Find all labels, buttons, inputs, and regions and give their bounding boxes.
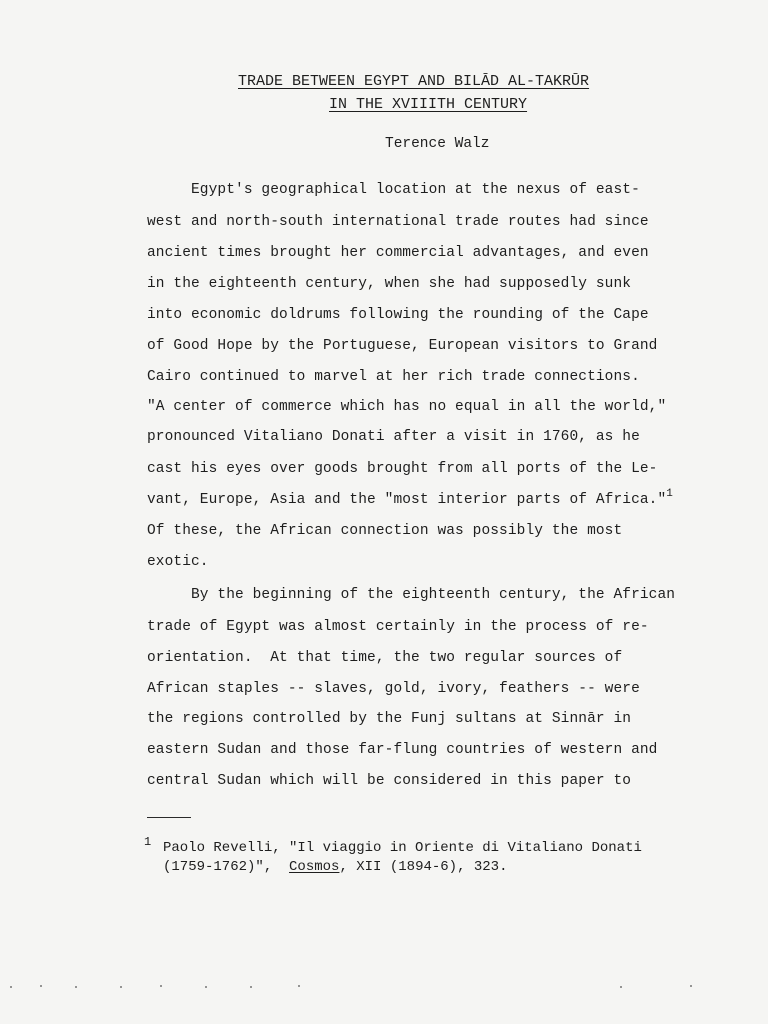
body-line xyxy=(147,182,640,198)
body-text: cast his eyes over goods brought from all ports of the Le- xyxy=(147,461,658,477)
footnote-text: , XII (1894-6), 323. xyxy=(339,859,508,875)
body-line xyxy=(147,773,631,789)
footnote-line-1: Paolo Revelli, "Il viaggio in Oriente di Vitaliano Donati xyxy=(163,840,642,856)
speck xyxy=(298,985,300,987)
body-line xyxy=(147,245,649,261)
speck xyxy=(40,985,42,987)
body-text: orientation. At that time, the two regular sources of xyxy=(147,650,623,666)
body-line xyxy=(147,461,657,477)
body-line xyxy=(147,681,640,697)
body-line xyxy=(147,338,657,354)
body-text: pronounced Vitaliano Donati after a visit in 1760, as he xyxy=(147,429,640,445)
body-line xyxy=(147,369,640,385)
footnote-line-2 xyxy=(163,859,507,875)
body-line xyxy=(147,523,622,539)
body-text: ancient times brought her commercial advantages, and even xyxy=(147,245,649,261)
body-line xyxy=(147,429,640,445)
body-line xyxy=(147,488,673,508)
footnote-separator xyxy=(147,817,191,818)
body-text: eastern Sudan and those far-flung countries of western and xyxy=(147,742,658,758)
body-text: vant, Europe, Asia and the "most interior parts of Africa." xyxy=(147,492,667,508)
body-text: By the beginning of the eighteenth century, the African xyxy=(147,587,676,603)
body-text: Egypt's geographical location at the nexus of east- xyxy=(147,182,640,198)
body-text: exotic. xyxy=(147,554,209,570)
speck xyxy=(620,986,622,988)
body-line xyxy=(147,307,649,323)
scan-artifact-dots xyxy=(0,980,768,992)
body-text: of Good Hope by the Portuguese, European visitors to Grand xyxy=(147,338,658,354)
speck xyxy=(250,986,252,988)
speck xyxy=(75,986,77,988)
body-line xyxy=(147,276,631,292)
speck xyxy=(160,985,162,987)
body-line xyxy=(147,214,649,230)
body-text: into economic doldrums following the rounding of the Cape xyxy=(147,307,649,323)
body-line xyxy=(147,742,657,758)
body-line xyxy=(147,587,675,603)
title-line-2: IN THE XVIIITH CENTURY xyxy=(329,96,528,113)
body-text: Cairo continued to marvel at her rich trade connections. xyxy=(147,369,640,385)
speck xyxy=(10,986,12,988)
body-line xyxy=(147,554,209,570)
body-text: west and north-south international trade routes had since xyxy=(147,214,649,230)
footnote-reference: 1 xyxy=(666,488,673,500)
speck xyxy=(690,985,692,987)
body-line xyxy=(147,399,666,415)
body-text: central Sudan which will be considered in this paper to xyxy=(147,773,632,789)
speck xyxy=(205,986,207,988)
body-line xyxy=(147,711,631,727)
footnote-text: (1759-1762)", xyxy=(163,859,290,875)
footnote-marker: 1 xyxy=(144,835,152,849)
title-line-1: TRADE BETWEEN EGYPT AND BILĀD AL-TAKRŪR xyxy=(238,73,590,90)
body-line xyxy=(147,619,649,635)
footnote-journal-title: Cosmos xyxy=(289,859,340,875)
body-text: Of these, the African connection was possibly the most xyxy=(147,523,623,539)
author-name: Terence Walz xyxy=(385,136,490,152)
body-text: the regions controlled by the Funj sultans at Sinnār in xyxy=(147,711,632,727)
speck xyxy=(120,986,122,988)
body-text: in the eighteenth century, when she had supposedly sunk xyxy=(147,276,632,292)
body-line xyxy=(147,650,622,666)
body-text: African staples -- slaves, gold, ivory, feathers -- were xyxy=(147,681,640,697)
body-text: trade of Egypt was almost certainly in the process of re- xyxy=(147,619,649,635)
body-text: "A center of commerce which has no equal in all the world," xyxy=(147,399,667,415)
